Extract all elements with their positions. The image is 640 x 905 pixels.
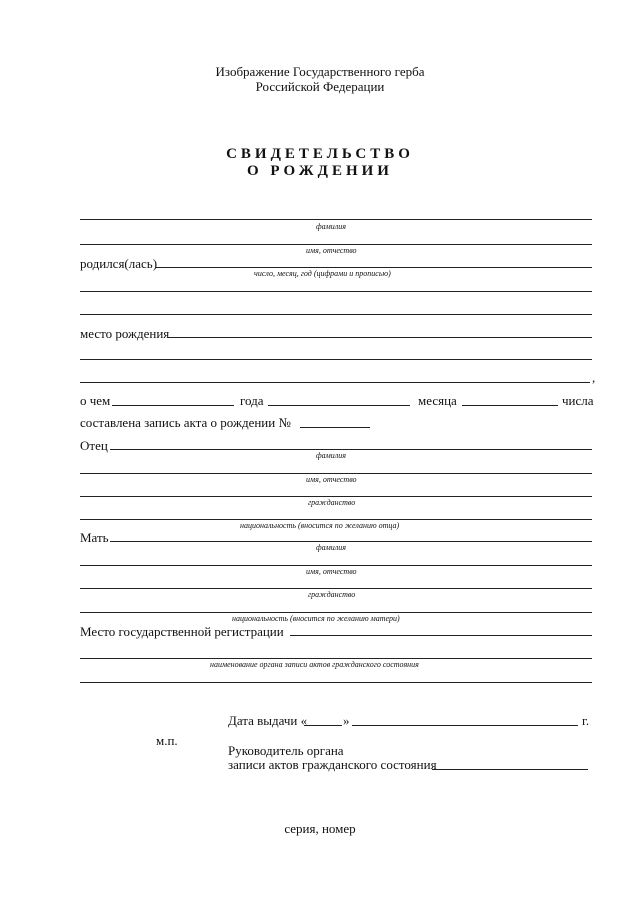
stamp-label: м.п. bbox=[156, 733, 178, 748]
day-label: числа bbox=[562, 393, 594, 408]
mother-label: Мать bbox=[80, 530, 109, 545]
father-label: Отец bbox=[80, 438, 108, 453]
father-citizenship-hint: гражданство bbox=[308, 498, 356, 507]
issue-month-year-line[interactable] bbox=[352, 725, 578, 726]
birth-date-line-2[interactable] bbox=[80, 291, 592, 292]
birth-date-line-3[interactable] bbox=[80, 314, 592, 315]
mother-surname-line[interactable] bbox=[110, 541, 592, 542]
child-surname-line[interactable] bbox=[80, 219, 592, 220]
document-title-line2: О РОЖДЕНИИ bbox=[247, 163, 393, 179]
birthplace-line-2[interactable] bbox=[80, 359, 592, 360]
registration-organ-hint: наименование органа записи актов гражданского состояния bbox=[210, 660, 419, 669]
child-name-line[interactable] bbox=[80, 244, 592, 245]
series-number-label: серия, номер bbox=[284, 821, 356, 836]
head-title-line2: записи актов гражданского состояния bbox=[228, 757, 437, 772]
mother-citizenship-hint: гражданство bbox=[308, 590, 356, 599]
issue-year-suffix: г. bbox=[582, 713, 590, 728]
about-label: о чем bbox=[80, 393, 111, 408]
born-label: родился(лась) bbox=[80, 256, 158, 271]
child-name-hint: имя, отчество bbox=[306, 246, 357, 255]
birthplace-label: место рождения bbox=[80, 326, 170, 341]
father-surname-hint: фамилия bbox=[316, 451, 346, 460]
child-surname-hint: фамилия bbox=[316, 222, 346, 231]
year-label: года bbox=[240, 393, 264, 408]
month-label: месяца bbox=[418, 393, 457, 408]
birthplace-line-3[interactable] bbox=[80, 382, 590, 383]
mother-name-hint: имя, отчество bbox=[306, 567, 357, 576]
emblem-caption-line2: Российской Федерации bbox=[255, 79, 385, 94]
record-day-line[interactable] bbox=[112, 405, 234, 406]
mother-nationality-line[interactable] bbox=[80, 612, 592, 613]
father-nationality-line[interactable] bbox=[80, 519, 592, 520]
registration-place-label: Место государственной регистрации bbox=[80, 624, 284, 639]
mother-name-line[interactable] bbox=[80, 565, 592, 566]
issue-date-label: Дата выдачи « bbox=[228, 713, 308, 728]
birth-date-hint: число, месяц, год (цифрами и прописью) bbox=[254, 269, 391, 278]
father-surname-line[interactable] bbox=[110, 449, 592, 450]
document-title-line1: СВИДЕТЕЛЬСТВО bbox=[226, 146, 414, 162]
birthplace-line[interactable] bbox=[168, 337, 592, 338]
record-year-line[interactable] bbox=[268, 405, 410, 406]
record-month-line[interactable] bbox=[462, 405, 558, 406]
father-name-hint: имя, отчество bbox=[306, 475, 357, 484]
head-signature-line[interactable] bbox=[432, 769, 588, 770]
record-number-label: составлена запись акта о рождении № bbox=[80, 415, 291, 430]
father-name-line[interactable] bbox=[80, 473, 592, 474]
record-number-line[interactable] bbox=[300, 427, 370, 428]
issue-day-line[interactable] bbox=[304, 725, 342, 726]
father-nationality-hint: национальность (вносится по желанию отца) bbox=[240, 521, 400, 530]
mother-citizenship-line[interactable] bbox=[80, 588, 592, 589]
birthplace-comma: , bbox=[592, 370, 596, 385]
registration-place-line[interactable] bbox=[290, 635, 592, 636]
issue-date-close-quote: » bbox=[343, 713, 350, 728]
registration-organ-line-2[interactable] bbox=[80, 682, 592, 683]
mother-nationality-hint: национальность (вносится по желанию матери) bbox=[232, 614, 400, 623]
registration-organ-line[interactable] bbox=[80, 658, 592, 659]
father-citizenship-line[interactable] bbox=[80, 496, 592, 497]
mother-surname-hint: фамилия bbox=[316, 543, 346, 552]
birth-date-line[interactable] bbox=[156, 267, 592, 268]
head-title-line1: Руководитель органа bbox=[228, 743, 344, 758]
emblem-caption-line1: Изображение Государственного герба bbox=[215, 64, 425, 79]
